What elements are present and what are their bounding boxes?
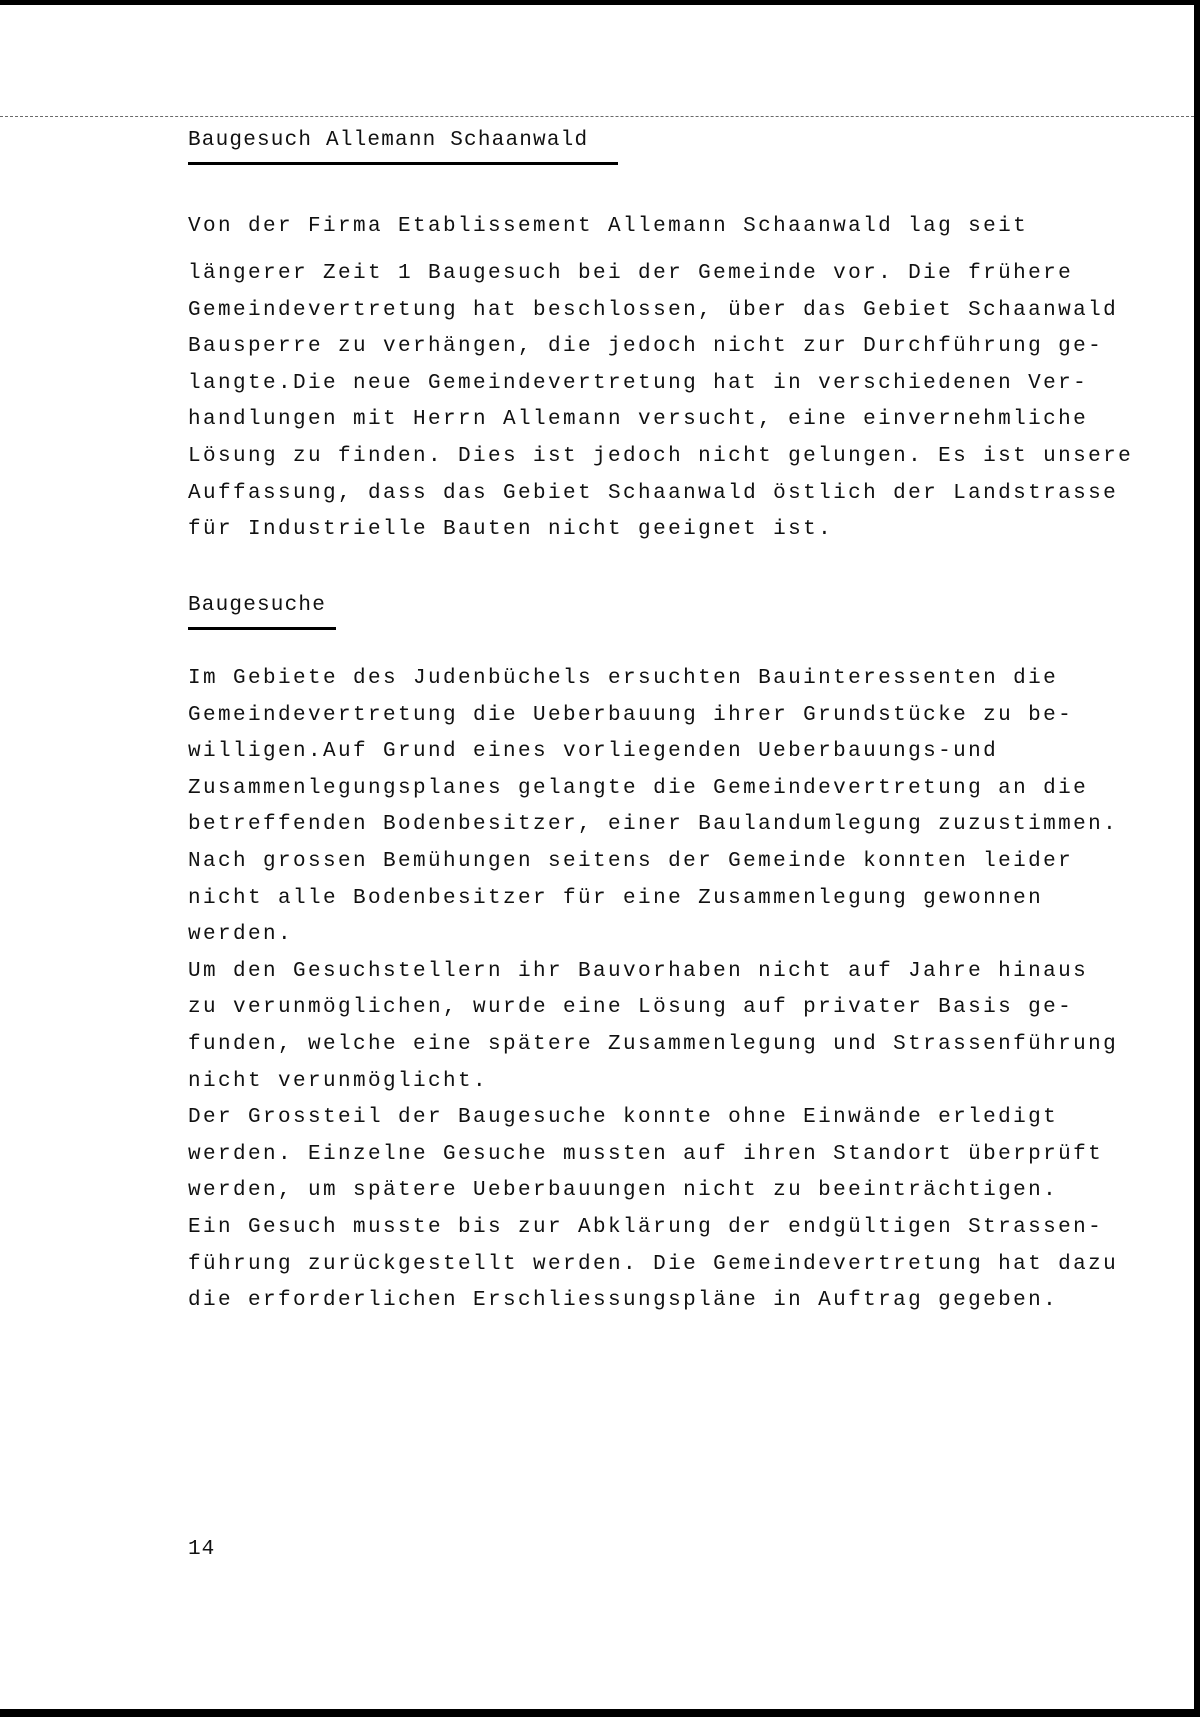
text-line: Nach grossen Bemühungen seitens der Gemeinde konnten leider <box>188 849 1074 873</box>
text-line: Gemeindevertretung hat beschlossen, über das Gebiet Schaanwald <box>188 298 1119 322</box>
text-line: Um den Gesuchstellern ihr Bauvorhaben nicht auf Jahre hinaus <box>188 959 1089 983</box>
section-heading-baugesuche: Baugesuche <box>188 594 327 617</box>
text-line: funden, welche eine spätere Zusammenlegung und Strassenführung <box>188 1032 1119 1056</box>
text-line: Lösung zu finden. Dies ist jedoch nicht gelungen. Es ist unsere <box>188 444 1134 468</box>
text-line: nicht alle Bodenbesitzer für eine Zusammenlegung gewonnen <box>188 886 1044 910</box>
text-line: langte.Die neue Gemeindevertretung hat in verschiedenen Ver- <box>188 371 1089 395</box>
heading-underline <box>188 627 336 630</box>
text-line: längerer Zeit 1 Baugesuch bei der Gemeinde vor. Die frühere <box>188 262 1074 285</box>
text-line: willigen.Auf Grund eines vorliegenden Ueberbauungs-und <box>188 740 999 764</box>
text-line: werden, um spätere Ueberbauungen nicht zu beeinträchtigen. <box>188 1179 1059 1203</box>
text-line: werden. <box>188 923 294 947</box>
text-line: für Industrielle Bauten nicht geeignet ist. <box>188 518 834 542</box>
text-line: handlungen mit Herrn Allemann versucht, eine einvernehmliche <box>188 408 1089 432</box>
heading-underline <box>188 162 618 165</box>
text-line: Ein Gesuch musste bis zur Abklärung der endgültigen Strassen- <box>188 1215 1104 1239</box>
text-line: Gemeindevertretung die Ueberbauung ihrer Grundstücke zu be- <box>188 703 1074 727</box>
text-line: Von der Firma Etablissement Allemann Schaanwald lag seit <box>188 215 1029 238</box>
section1-paragraph <box>188 256 1133 549</box>
section2-paragraph <box>188 661 1118 1320</box>
text-line: werden. Einzelne Gesuche mussten auf ihren Standort überprüft <box>188 1142 1104 1166</box>
scan-artifact-line <box>0 116 1194 117</box>
text-line: Zusammenlegungsplanes gelangte die Gemeindevertretung an die <box>188 776 1089 800</box>
section1-intro <box>188 209 1028 246</box>
text-line: nicht verunmöglicht. <box>188 1069 489 1093</box>
text-line: die erforderlichen Erschliessungspläne in Auftrag gegeben. <box>188 1289 1059 1313</box>
text-line: Auffassung, dass das Gebiet Schaanwald östlich der Landstrasse <box>188 481 1119 505</box>
text-line: Im Gebiete des Judenbüchels ersuchten Bauinteressenten die <box>188 667 1059 690</box>
text-line: zu verunmöglichen, wurde eine Lösung auf privater Basis ge- <box>188 996 1074 1020</box>
section-heading-baugesuch-allemann: Baugesuch Allemann Schaanwald <box>188 129 589 152</box>
text-line: betreffenden Bodenbesitzer, einer Baulandumlegung zuzustimmen. <box>188 813 1119 837</box>
text-line: Der Grossteil der Baugesuche konnte ohne Einwände erledigt <box>188 1106 1059 1130</box>
text-line: Bausperre zu verhängen, die jedoch nicht zur Durchführung ge- <box>188 335 1104 359</box>
page-number: 14 <box>188 1538 216 1561</box>
text-line: führung zurückgestellt werden. Die Gemeindevertretung hat dazu <box>188 1252 1119 1276</box>
